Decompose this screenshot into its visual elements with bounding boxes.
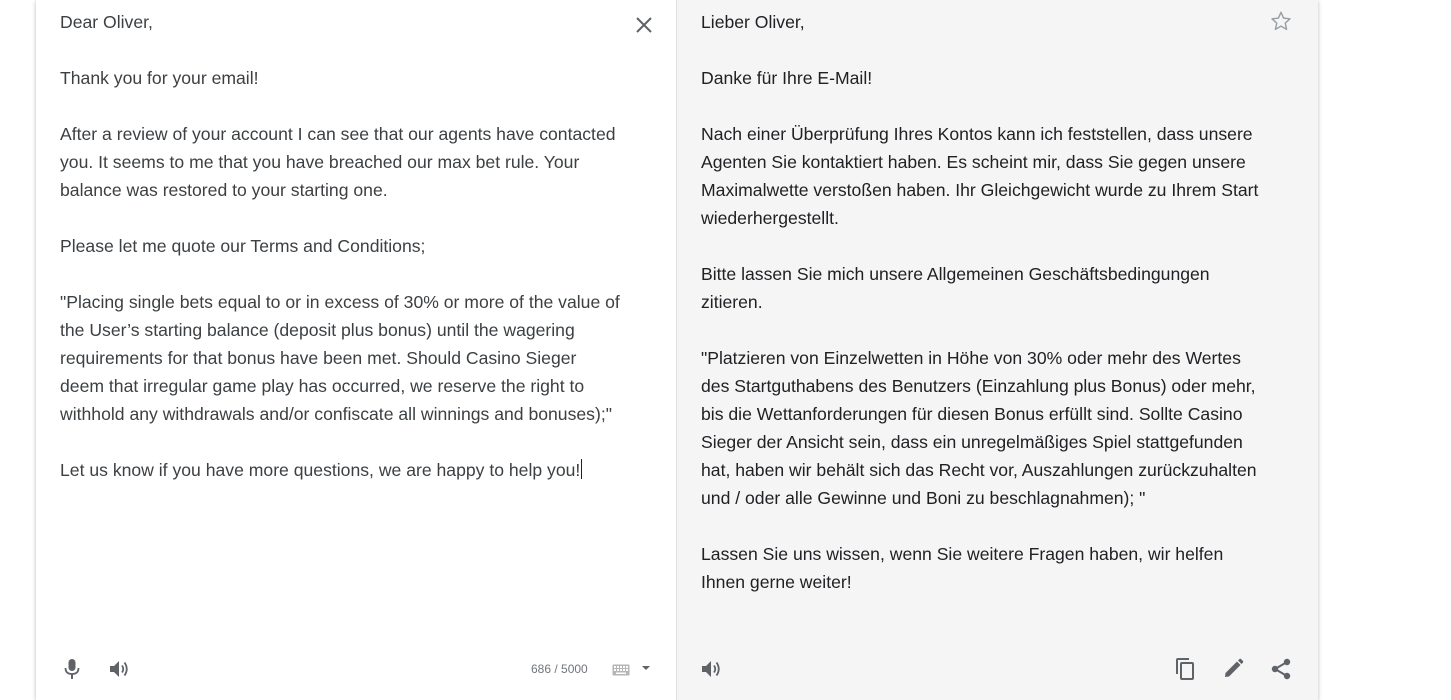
keyboard-button[interactable]	[608, 657, 634, 683]
source-text: Dear Oliver, Thank you for your email! After a review of your account I can see that our agents have contacted you. It seems to me that you have breached our max bet rule. Your balance was restored to your starting one. Please let me quote our Terms and Conditions; "Placing single bets equal to or in excess of 30% or more of the value of the User’s starting balance (deposit plus bonus) until the wagering requirements for that bonus have been met. Should Casino Sieger deem that irregular game play has occurred, we reserve the right to withhold any withdrawals and/or confiscate all winnings and bonuses);" Let us know if you have more questions, we are happy to help you!	[60, 12, 620, 480]
close-icon	[635, 16, 653, 34]
source-pane	[36, 0, 677, 700]
character-count: 686 / 5000	[531, 662, 588, 676]
translation-text: Lieber Oliver, Danke für Ihre E-Mail! Nach einer Überprüfung Ihres Kontos kann ich feststellen, dass unsere Agenten Sie kontaktiert haben. Es scheint mir, dass Sie gegen unsere Maximalwette verstoßen haben. Ihr Gleichgewicht wurde zu Ihrem Start wiederhergestellt. Bitte lassen Sie mich unsere Allgemeinen Geschäftsbedingungen zitieren. "Platzieren von Einzelwetten in Höhe von 30% oder mehr des Wertes des Startguthabens des Benutzers (Einzahlung plus Bonus) oder mehr, bis die Wettanforderungen für diesen Bonus erfüllt sind. Sollte Casino Sieger der Ansicht sein, dass ein unregelmäßiges Spiel stattgefunden hat, haben wir behält sich das Recht vor, Auszahlungen zurückzuhalten und / oder alle Gewinne und Boni zu beschlagnahmen); " Lassen Sie uns wissen, wenn Sie weitere Fragen haben, wir helfen Ihnen gerne weiter!	[701, 12, 1259, 592]
listen-source-button[interactable]	[106, 655, 134, 683]
translate-card	[36, 0, 1318, 700]
speaker-icon	[109, 659, 131, 679]
pencil-icon	[1222, 658, 1244, 680]
translation-pane	[677, 0, 1318, 700]
source-text-input[interactable]	[60, 8, 620, 484]
save-translation-button[interactable]	[1267, 7, 1295, 35]
microphone-button[interactable]	[58, 655, 86, 683]
share-icon	[1270, 658, 1292, 680]
edit-translation-button[interactable]	[1219, 655, 1247, 683]
dropdown-arrow-icon	[641, 665, 651, 671]
copy-icon	[1174, 657, 1196, 681]
speaker-icon	[701, 659, 723, 679]
text-caret	[581, 459, 582, 479]
keyboard-icon	[612, 664, 630, 676]
share-translation-button[interactable]	[1267, 655, 1295, 683]
copy-translation-button[interactable]	[1171, 655, 1199, 683]
microphone-icon	[64, 658, 80, 680]
listen-translation-button[interactable]	[698, 655, 726, 683]
star-icon	[1270, 10, 1292, 32]
clear-source-button[interactable]	[630, 11, 658, 39]
keyboard-menu-button[interactable]	[637, 656, 655, 680]
